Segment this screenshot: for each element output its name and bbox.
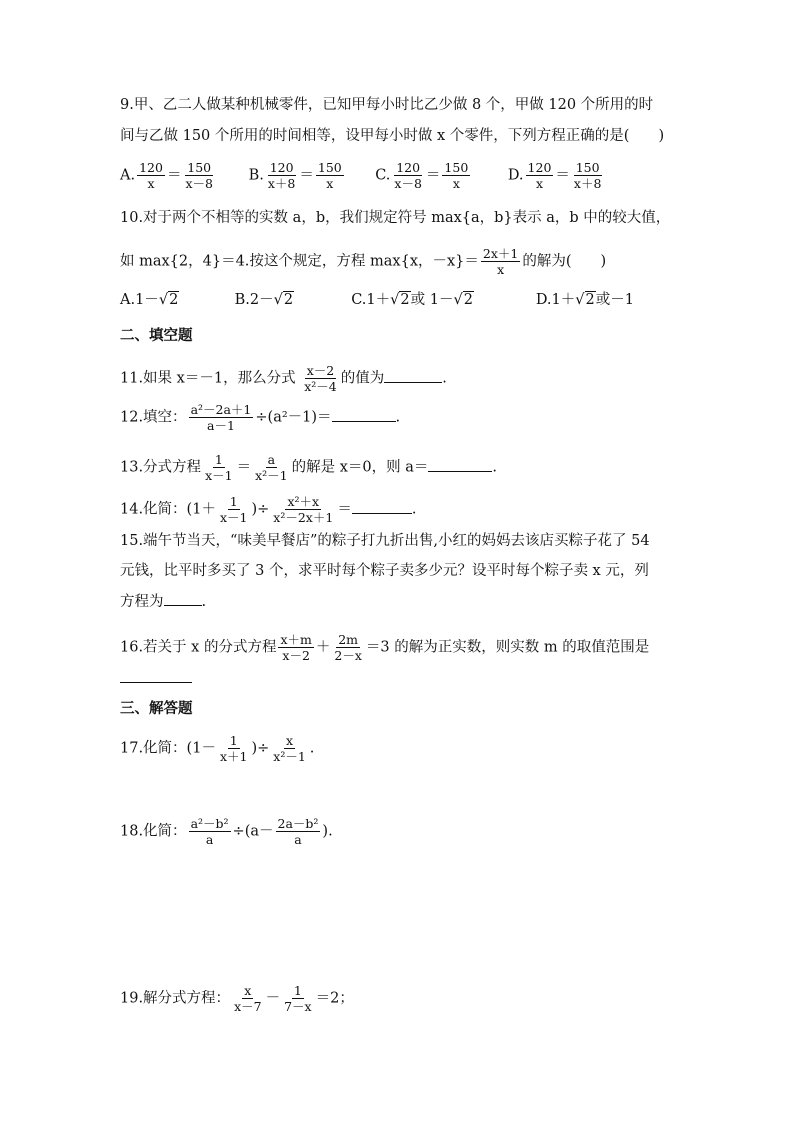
q11-answer-blank[interactable] xyxy=(384,368,442,383)
q18: 18.化简： $\frac{\text{a²－b²}}{a}$ ÷(a－ $\frac{\text{2a－b²}}{a}$ ). xyxy=(120,816,333,847)
q13: 13.分式方程 $\frac{1}{x-1}$ ＝ $\frac{a}{\text{x²－1}}$ 的解是 x＝0，则 a＝ . xyxy=(120,452,497,483)
q15-answer-blank[interactable] xyxy=(164,591,202,606)
q15-line2: 元钱，比平时多买了 3 个，求平时每个粽子卖多少元？设平时每个粽子卖 x 元，列 xyxy=(120,563,649,579)
q9-option-b[interactable]: B. $\frac{120}{x+8}$ ＝ $\frac{150}{x}$ xyxy=(248,160,342,191)
q11: 11.如果 x＝－1，那么分式 $\frac{x-2}{\text{x²－4}}$ 的值为 . xyxy=(120,363,447,394)
q16: 16.若关于 x 的分式方程 $\frac{x+m}{x-2}$ ＋ $\frac{2m}{2-x}$ ＝3 的解为正实数，则实数 m 的取值范围是 xyxy=(120,632,650,663)
q10-option-b[interactable]: B.2－√2 xyxy=(234,292,294,308)
q9-options xyxy=(120,160,605,191)
q19: 19.解分式方程： $\frac{x}{x-7}$ － $\frac{1}{7-x}$ ＝2； xyxy=(120,983,354,1014)
section-solve-heading: 三、解答题 xyxy=(120,700,193,717)
section-fill-blank-heading: 二、填空题 xyxy=(120,327,193,344)
q9-line1: 9.甲、乙二人做某种机械零件，已知甲每小时比乙少做 8 个，甲做 120 个所用的时 xyxy=(120,97,654,113)
q13-answer-blank[interactable] xyxy=(428,457,492,472)
q16-answer-blank[interactable] xyxy=(120,668,192,683)
q14-answer-blank[interactable] xyxy=(352,499,412,514)
q9-line2: 间与乙做 150 个所用的时间相等，设甲每小时做 x 个零件，下列方程正确的是( ) xyxy=(120,128,665,144)
q10-option-d[interactable]: D.1＋√2或－1 xyxy=(535,292,634,308)
q9-option-a[interactable]: A. $\frac{120}{x}$ ＝ $\frac{150}{x-8}$ xyxy=(120,160,213,191)
q10-line1: 10.对于两个不相等的实数 a，b，我们规定符号 max{a，b}表示 a，b 中的较大值， xyxy=(120,210,671,226)
q10-options xyxy=(120,290,634,310)
q15-line3: 方程为 . xyxy=(120,591,206,612)
q17: 17.化简：(1－ $\frac{1}{x+1}$ )÷ $\frac{x}{\text{x²－1}}$ . xyxy=(120,733,315,764)
q12-answer-blank[interactable] xyxy=(332,407,396,422)
q12-fraction: $\frac{\text{a²－2a＋1}}{a-1}$ xyxy=(190,402,252,433)
q9-option-d[interactable]: D. $\frac{120}{x}$ ＝ $\frac{150}{x+8}$ xyxy=(507,160,602,191)
q14: 14.化简：(1＋ $\frac{1}{x-1}$ )÷ $\frac{\text{x²＋x}}{\text{x²－2x＋1}}$ ＝ . xyxy=(120,494,417,525)
q10-option-a[interactable]: A.1－√2 xyxy=(120,292,179,308)
q15-line1: 15.端午节当天，“味美早餐店”的粽子打九折出售,小红的妈妈去该店买粽子花了 54 xyxy=(120,533,650,549)
q10-line2: 如 max{2，4}＝4.按这个规定，方程 max{x，－x}＝ $\frac{2x+1}{x}$ 的解为( ) xyxy=(120,246,607,277)
q9-option-c[interactable]: C. $\frac{120}{x-8}$ ＝ $\frac{150}{x}$ xyxy=(375,160,469,191)
q12: 12.填空： $\frac{\text{a²－2a＋1}}{a-1}$ ÷(a²－1)＝ . xyxy=(120,402,401,433)
q10-option-c[interactable]: C.1＋√2或 1－√2 xyxy=(351,292,473,308)
q11-fraction: $\frac{x-2}{\text{x²－4}}$ xyxy=(304,363,337,394)
q10-fraction: $\frac{2x+1}{x}$ xyxy=(482,246,519,277)
